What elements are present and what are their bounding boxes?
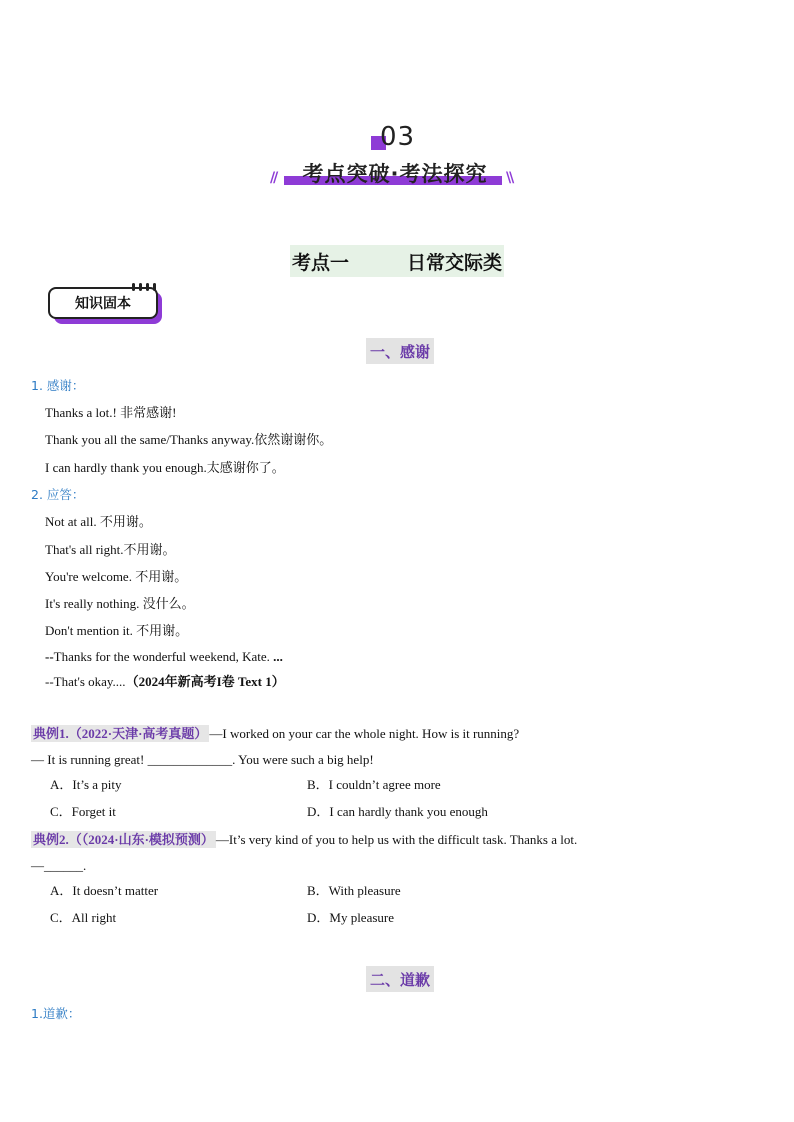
response-line-2: That's all right.不用谢。 (45, 542, 176, 557)
knowledge-tag (48, 285, 164, 325)
example-2-question (31, 831, 577, 849)
response-line-3: You're welcome. 不用谢。 (45, 569, 188, 584)
example-2-option-c: C．All right (50, 910, 117, 925)
dialog-text: Thanks for the wonderful weekend, Kate. (53, 649, 274, 664)
example-2-option-d: D．My pleasure (307, 910, 395, 925)
example-2-label: 典例2.（（2024·山东·模拟预测） (33, 832, 214, 847)
example-2-text: —It’s very kind of you to help us with the difficult task. Thanks a lot. (215, 832, 578, 847)
banner-slash-right: \\ (506, 170, 513, 186)
heading-apology: 1.道歉： (31, 1006, 81, 1021)
example-1-option-a: A．It’s a pity (50, 777, 122, 792)
dialog-reply: --That's okay.... (45, 674, 126, 689)
response-line-4: It's really nothing. 没什么。 (45, 596, 195, 611)
heading-responses: 2. 应答： (31, 487, 85, 502)
example-1-line-2: — It is running great! _____________. You were such a big help! (31, 752, 374, 767)
tag-label: 知识固本 (48, 287, 158, 319)
response-line-1: Not at all. 不用谢。 (45, 514, 152, 529)
example-1-option-c: C．Forget it (50, 804, 116, 819)
section-title (290, 245, 504, 277)
thanks-line-2: Thank you all the same/Thanks anyway.依然谢谢你。 (45, 432, 333, 447)
dialog-dash: -- (45, 649, 54, 664)
heading-thanks: 1. 感谢： (31, 378, 85, 393)
thanks-line-1: Thanks a lot.! 非常感谢! (45, 405, 177, 420)
example-1-question (31, 725, 519, 743)
example-2-line-2: —______. (31, 858, 87, 873)
tag-binder-rings-icon (132, 283, 156, 291)
banner-slash-left: // (270, 170, 277, 186)
subhead-apology: 二、道歉 (366, 966, 434, 992)
dialog-ellipsis: ... (273, 649, 283, 664)
subhead-thanks: 一、感谢 (366, 338, 434, 364)
section-title-name: 日常交际类 (406, 251, 502, 274)
example-1-option-d: D．I can hardly thank you enough (307, 804, 488, 819)
response-line-5: Don't mention it. 不用谢。 (45, 623, 189, 638)
example-1-text: —I worked on your car the whole night. How is it running? (209, 726, 520, 741)
example-2-option-a: A．It doesn’t matter (50, 883, 159, 898)
example-2-option-b: B．With pleasure (307, 883, 401, 898)
chapter-banner (270, 158, 520, 192)
chapter-number-text: 03 (380, 122, 416, 152)
example-1-option-b: B．I couldn’t agree more (307, 777, 441, 792)
section-title-number: 考点一 (292, 251, 350, 274)
thanks-line-3: I can hardly thank you enough.太感谢你了。 (45, 460, 285, 475)
dialog-line-1 (45, 648, 283, 666)
dialog-source: （2024年新高考I卷 Text 1） (125, 674, 285, 689)
chapter-number (371, 122, 431, 158)
banner-title: 考点突破·考法探究 (302, 162, 488, 186)
example-1-label: 典例1.（2022·天津·高考真题） (33, 726, 208, 741)
dialog-line-2 (45, 673, 285, 691)
